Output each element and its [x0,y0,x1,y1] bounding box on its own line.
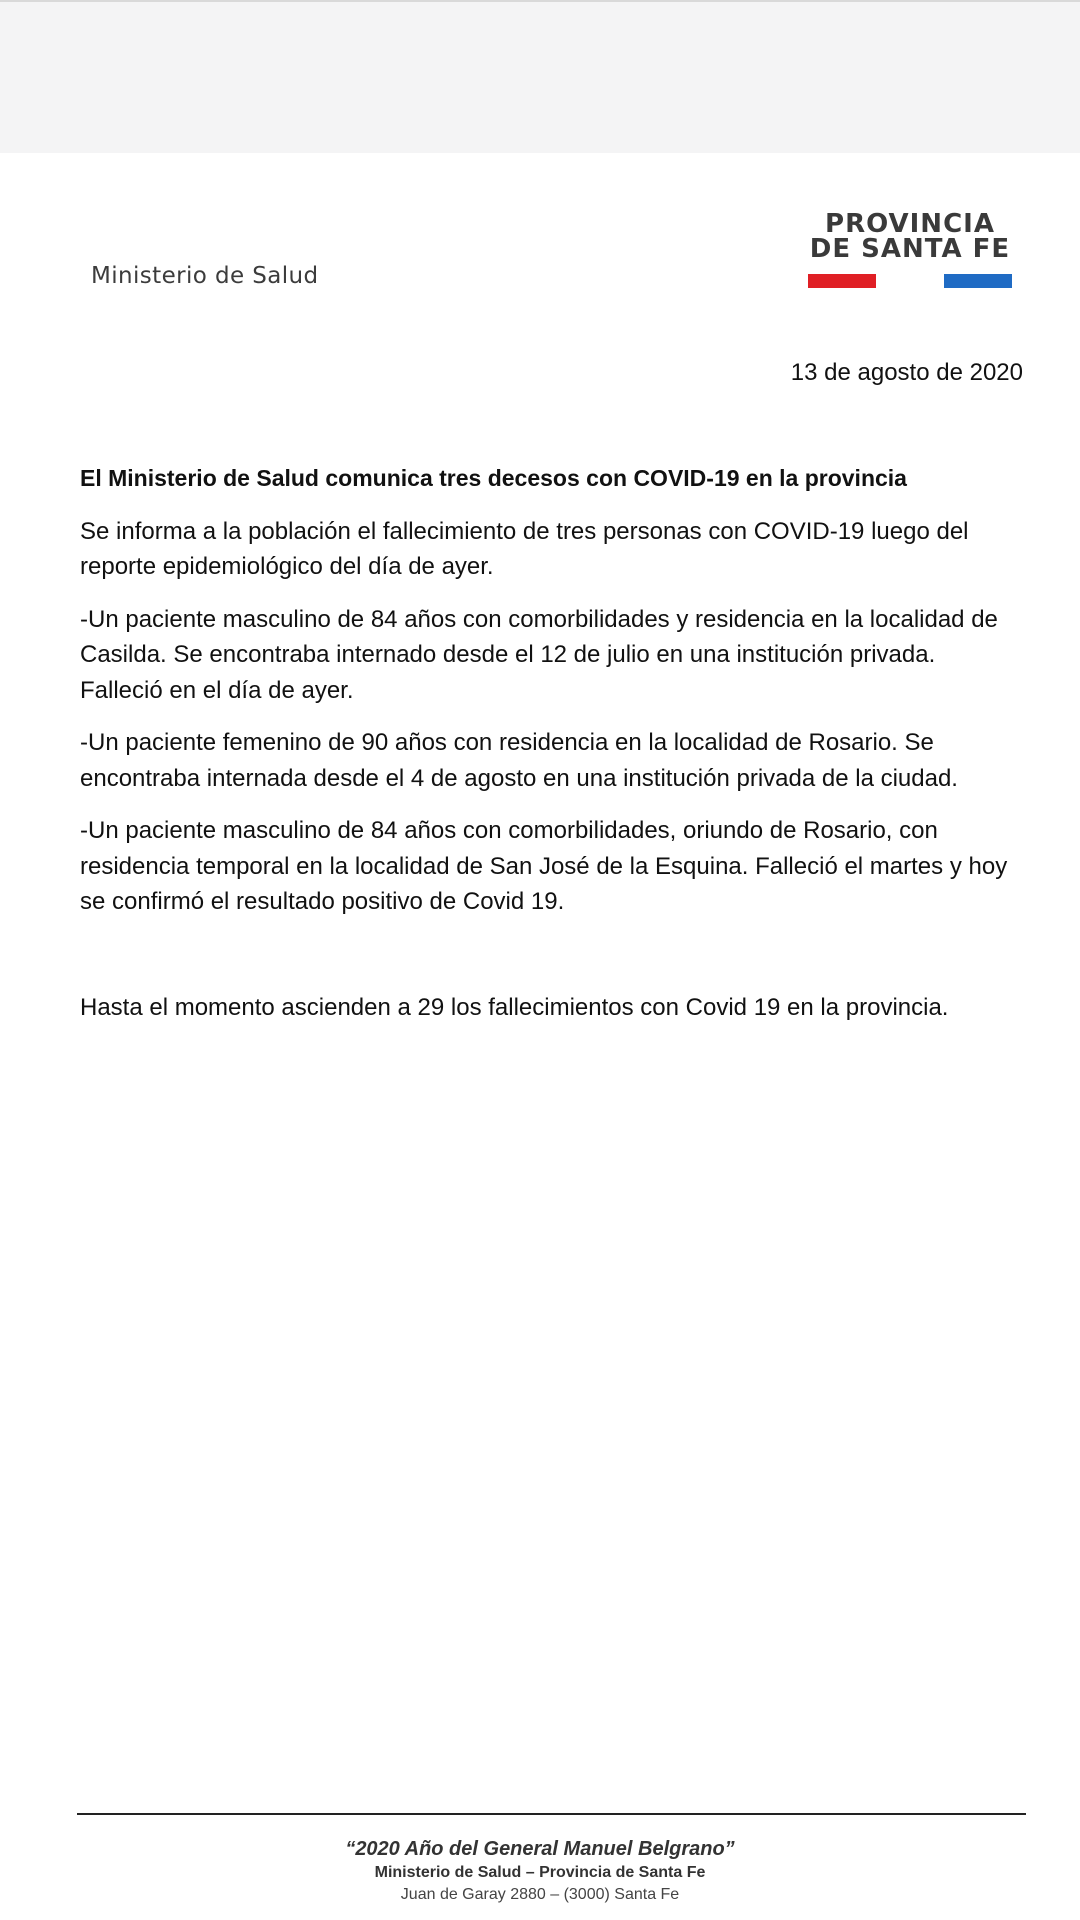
paragraph-case-1: -Un paciente masculino de 84 años con comorbilidades y residencia en la localidad de Casilda. Se encontraba internado desde el 12 de julio en una institución privada. Falleció en el día de ayer. [80,605,998,704]
top-band [0,0,1080,153]
province-logo [800,208,1020,290]
document-date: 13 de agosto de 2020 [790,359,1023,386]
logo-blue-bar [944,274,1012,288]
ministry-label: Ministerio de Salud [91,263,319,289]
headline: El Ministerio de Salud comunica tres decesos con COVID-19 en la provincia [80,465,907,491]
paragraph-intro: Se informa a la población el fallecimiento de tres personas con COVID-19 luego del reporte epidemiológico del día de ayer. [80,517,969,580]
logo-line-2: DE SANTA FE [809,234,1011,264]
paragraph-case-3: -Un paciente masculino de 84 años con comorbilidades, oriundo de Rosario, con residencia temporal en la localidad de San José de la Esquina. Falleció el martes y hoy se confirmó el resultado positivo de Covid 19. [80,817,1008,915]
footer-quote: “2020 Año del General Manuel Belgrano” [345,1838,735,1860]
footer-address: Juan de Garay 2880 – (3000) Santa Fe [400,1886,680,1903]
paragraph-closing: Hasta el momento ascienden a 29 los fallecimientos con Covid 19 en la provincia. [80,993,949,1021]
footer-divider [77,1813,1026,1815]
paragraph-case-2: -Un paciente femenino de 90 años con residencia en la localidad de Rosario. Se encontraba internada desde el 4 de agosto en una institución privada de la ciudad. [80,729,958,792]
logo-red-bar [808,274,876,288]
logo-line-1: PROVINCIA [825,209,995,239]
footer [0,1836,1080,1906]
footer-org: Ministerio de Salud – Provincia de Santa Fe [374,1864,706,1881]
document-body [80,461,1020,1042]
